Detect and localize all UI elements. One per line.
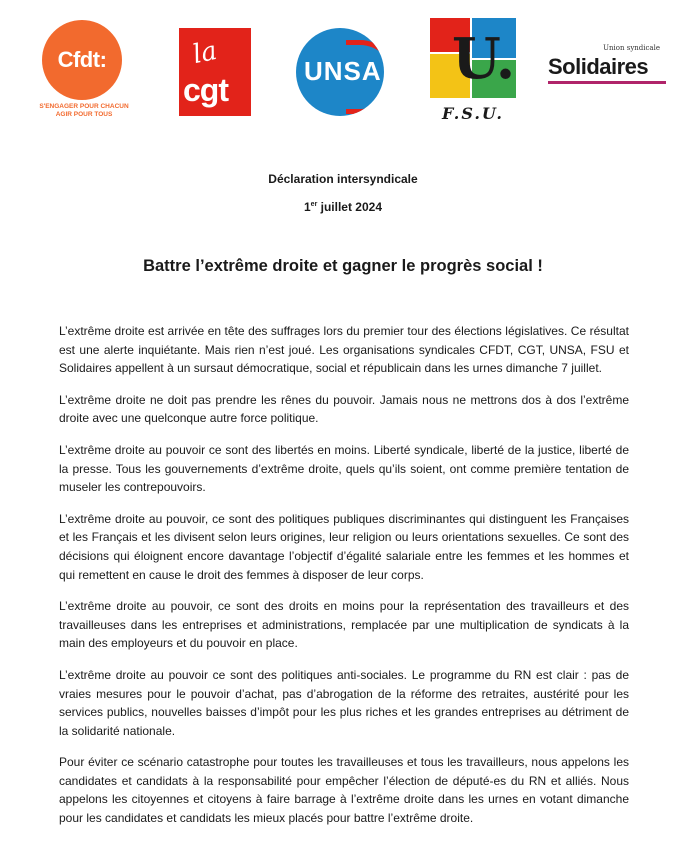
document-title: Battre l’extrême droite et gagner le progrès social !: [143, 257, 543, 275]
cgt-logo: [179, 28, 251, 116]
fsu-logo-blocks: [430, 18, 516, 98]
fsu-logo-label: F.S.U.: [442, 104, 504, 123]
paragraph: L’extrême droite au pouvoir ce sont des politiques anti-sociales. Le programme du RN est clair : pas de vraies mesures pour le pouvoir d’achat, pas d’abrogation de la réforme des retraites, austérité pour les services publics, nouvelles baisses d’impôt pour les plus riches et les grandes entreprises au détriment de la solidarité nationale.: [59, 667, 629, 738]
logo-row: [0, 0, 686, 140]
unsa-logo: [296, 28, 384, 116]
cfdt-logo: [38, 20, 130, 119]
fsu-logo-letter: U.: [452, 26, 516, 92]
solidaires-logo-subtitle: Union syndicale: [603, 44, 660, 52]
date-superscript: er: [310, 201, 318, 208]
paragraph: L’extrême droite est arrivée en tête des suffrages lors du premier tour des élections législatives. Ce résultat est une alerte inquiétante. Mais rien n’est joué. Les organisations syndicales CFDT, CGT, UNSA, FSU et Solidaires appellent à un sursaut démocratique, social et républicain dans les urnes dimanche 7 juillet.: [59, 324, 629, 376]
cfdt-logo-tagline: S'ENGAGER POUR CHACUN AGIR POUR TOUS: [39, 103, 129, 118]
solidaires-logo: [548, 44, 672, 84]
paragraph: L’extrême droite au pouvoir, ce sont des droits en moins pour la représentation des travailleurs et des travailleuses dans les entreprises et administrations, remplacée par une multiplication de syndicats à la main des employeurs et du pouvoir en place.: [59, 599, 629, 651]
paragraph: L’extrême droite ne doit pas prendre les rênes du pouvoir. Jamais nous ne mettrons dos à dos l’extrême droite avec une quelconque autre force politique.: [59, 392, 629, 426]
cgt-logo-prefix: la: [190, 35, 220, 71]
paragraph: L’extrême droite au pouvoir, ce sont des politiques publiques discriminantes qui distinguent les Françaises et les Français et les divisent selon leurs origines, leur religion ou leurs orientations sexuelles. Ce sont des décisions qui éloignent encore davantage l’objectif d’égalité salariale entre les femmes et les hommes et qui remettent en cause le droit des femmes à disposer de leur corps.: [59, 511, 629, 582]
declaration-date: [0, 200, 686, 214]
date-day: 1: [303, 200, 311, 214]
solidaires-logo-underline: [548, 81, 666, 84]
cgt-logo-name: cgt: [183, 72, 228, 108]
solidaires-logo-name: Solidaires: [548, 54, 649, 79]
paragraph: Pour éviter ce scénario catastrophe pour toutes les travailleuses et tous les travailleurs, nous appelons les candidates et candidats à la responsabilité pour empêcher l’élection de député-es du RN et alliés. Nous appelons les citoyennes et citoyens à faire barrage à l’extrême droite dans les urnes en votant dimanche pour les candidates et candidats les mieux placés pour battre l’extrême droite.: [59, 755, 629, 826]
paragraph: L’extrême droite au pouvoir ce sont des libertés en moins. Liberté syndicale, liberté de la justice, liberté de la presse. Tous les gouvernements d’extrême droite, quels qu’ils soient, ont comme première tentation de museler les contrepouvoirs.: [59, 442, 629, 495]
unsa-logo-name: UNSA: [304, 56, 382, 86]
document-body: [59, 322, 629, 841]
date-month-year: juillet 2024: [317, 200, 382, 214]
cfdt-logo-name: Cfdt:: [42, 20, 122, 100]
fsu-logo: [430, 18, 516, 126]
declaration-heading: Déclaration intersyndicale: [268, 172, 418, 186]
